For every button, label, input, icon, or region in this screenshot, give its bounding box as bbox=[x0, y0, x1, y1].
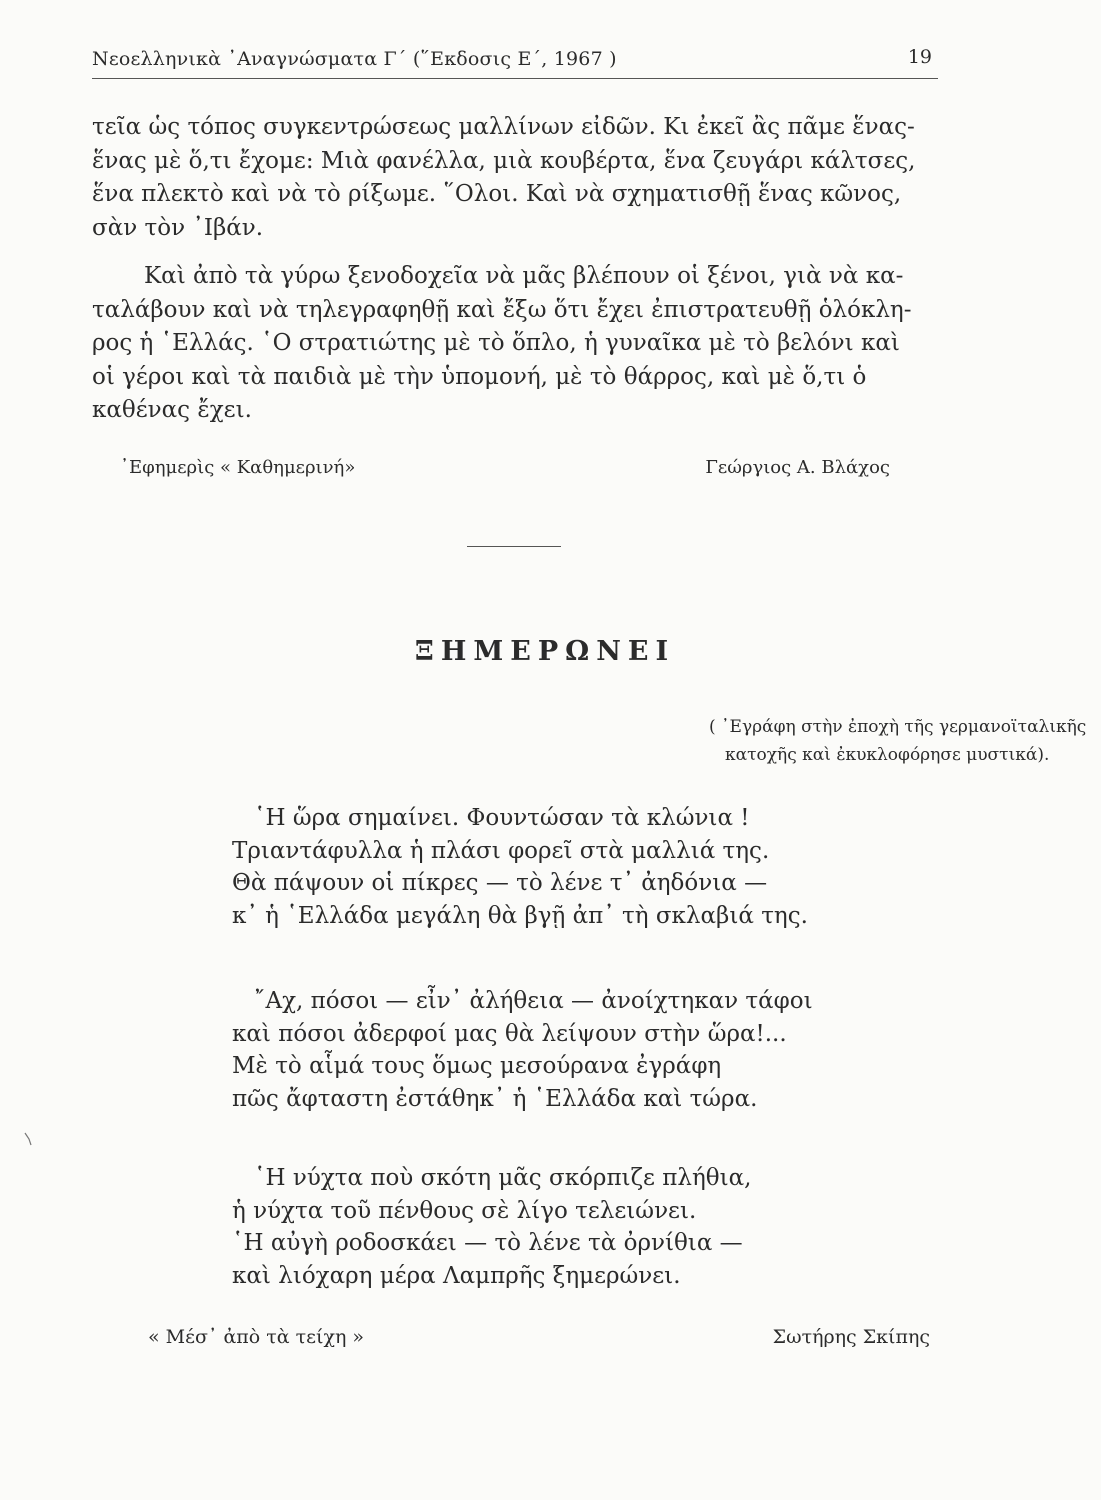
poem-stanza-2 bbox=[232, 985, 813, 1115]
page-number: 19 bbox=[907, 46, 932, 68]
poem-epigraph bbox=[709, 713, 1086, 769]
page-header bbox=[92, 44, 938, 79]
prose-paragraph-1 bbox=[92, 111, 938, 245]
verse-line: ῎Αχ, πόσοι — εἶν᾿ ἀλήθεια — ἀνοίχτηκαν τάφοι bbox=[254, 988, 813, 1014]
prose-paragraph-2 bbox=[92, 260, 938, 428]
verse-line: ἡ νύχτα τοῦ πένθους σὲ λίγο τελειώνει. bbox=[232, 1197, 697, 1224]
poem-stanza-1 bbox=[232, 802, 808, 932]
verse-line: ῾Η νύχτα ποὺ σκότη μᾶς σκόρπιζε πλήθια, bbox=[254, 1165, 752, 1191]
poem-title: ΞΗΜΕΡΩΝΕΙ bbox=[414, 636, 676, 667]
text-line: ἕνα πλεκτὸ καὶ νὰ τὸ ρίξωμε. ῞Ολοι. Καὶ νὰ σχηματισθῇ ἕνας κῶνος, bbox=[92, 181, 902, 207]
text-line: οἱ γέροι καὶ τὰ παιδιὰ μὲ τὴν ὑπομονή, μὲ τὸ θάρρος, καὶ μὲ ὅ,τι ὁ bbox=[92, 363, 867, 390]
running-title: Νεοελληνικὰ ᾿Αναγνώσματα Γ΄ (῞Εκδοσις Ε΄, 1967 ) bbox=[92, 48, 617, 70]
verse-line: Μὲ τὸ αἷμά τους ὅμως μεσούρανα ἐγράφη bbox=[232, 1053, 722, 1079]
poem-stanza-3 bbox=[232, 1162, 751, 1292]
section-divider bbox=[467, 546, 561, 547]
poem-signature bbox=[148, 1326, 930, 1356]
prose-author: Γεώργιος Α. Βλάχος bbox=[705, 457, 890, 478]
text-line: Καὶ ἀπὸ τὰ γύρω ξενοδοχεῖα νὰ μᾶς βλέπουν οἱ ξένοι, γιὰ νὰ κα- bbox=[144, 263, 904, 289]
prose-signature bbox=[120, 457, 890, 485]
verse-line: πῶς ἄφταστη ἐστάθηκ᾿ ἡ ῾Ελλάδα καὶ τώρα. bbox=[232, 1085, 758, 1112]
text-line: τεῖα ὡς τόπος συγκεντρώσεως μαλλίνων εἰδῶν. Κι ἐκεῖ ἂς πᾶμε ἕνας- bbox=[92, 114, 915, 140]
text-line: σὰν τὸν ᾿Ιβάν. bbox=[92, 214, 264, 241]
verse-line: καὶ πόσοι ἀδερφοί μας θὰ λείψουν στὴν ὥρα!... bbox=[232, 1020, 787, 1047]
text-line: ρος ἡ ῾Ελλάς. ῾Ο στρατιώτης μὲ τὸ ὅπλο, ἡ γυναῖκα μὲ τὸ βελόνι καὶ bbox=[92, 330, 900, 356]
verse-line: Τριαντάφυλλα ἡ πλάσι φορεῖ στὰ μαλλιά της. bbox=[232, 837, 770, 864]
poem-source: « Μέσ᾿ ἀπὸ τὰ τείχη » bbox=[148, 1326, 365, 1348]
epigraph-line: κατοχῆς καὶ ἐκυκλοφόρησε μυστικά). bbox=[725, 745, 1050, 765]
epigraph-line: ( ᾿Εγράφη στὴν ἐποχὴ τῆς γερμανοϊταλικῆς bbox=[709, 717, 1087, 737]
poem-author: Σωτήρης Σκίπης bbox=[772, 1326, 930, 1348]
verse-line: Θὰ πάψουν οἱ πίκρες — τὸ λένε τ᾿ ἀηδόνια — bbox=[232, 870, 768, 896]
verse-line: κ᾿ ἡ ῾Ελλάδα μεγάλη θὰ βγῇ ἀπ᾿ τὴ σκλαβιά της. bbox=[232, 902, 808, 929]
verse-line: καὶ λιόχαρη μέρα Λαμπρῆς ξημερώνει. bbox=[232, 1262, 681, 1289]
text-line: καθένας ἔχει. bbox=[92, 397, 252, 423]
verse-line: ῾Η ὥρα σημαίνει. Φουντώσαν τὰ κλώνια ! bbox=[254, 805, 750, 831]
verse-line: ῾Η αὐγὴ ροδοσκάει — τὸ λένε τὰ ὀρνίθια — bbox=[232, 1230, 743, 1256]
text-line: ταλάβουν καὶ νὰ τηλεγραφηθῇ καὶ ἔξω ὅτι ἔχει ἐπιστρατευθῇ ὁλόκλη- bbox=[92, 296, 912, 323]
ink-speck-mark bbox=[24, 1132, 32, 1146]
prose-source: ᾿Εφημερὶς « Καθημερινή» bbox=[120, 457, 356, 478]
text-line: ἕνας μὲ ὅ,τι ἔχομε: Μιὰ φανέλλα, μιὰ κουβέρτα, ἕνα ζευγάρι κάλτσες, bbox=[92, 147, 916, 174]
